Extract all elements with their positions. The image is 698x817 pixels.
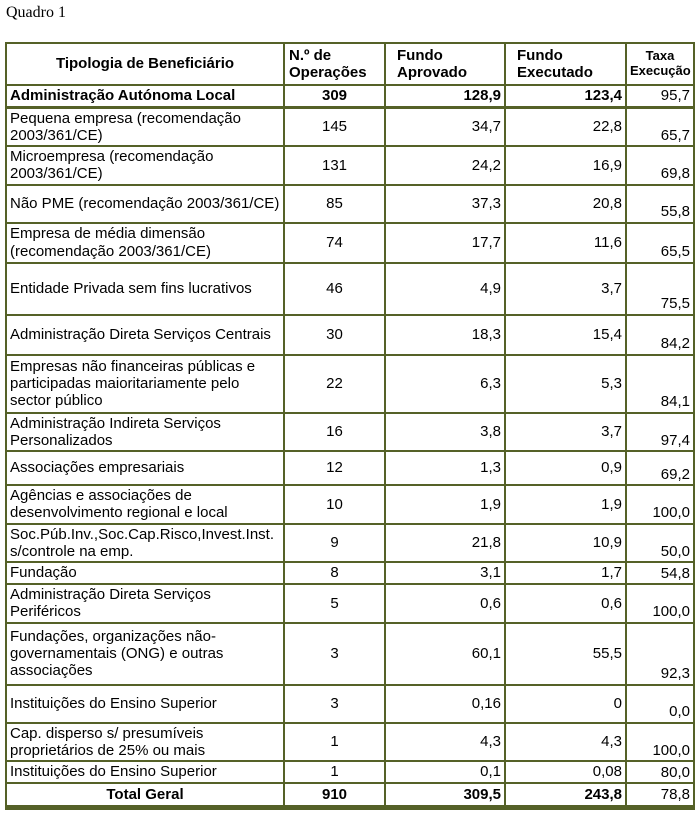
cell-taxa-execucao: 69,2 (626, 451, 694, 485)
cell-fundo-aprovado: 4,3 (385, 723, 505, 762)
total-fundo-executado: 243,8 (505, 783, 626, 807)
table-row (6, 413, 694, 452)
cell-fundo-aprovado: 0,1 (385, 761, 505, 783)
cell-fundo-aprovado: 21,8 (385, 524, 505, 563)
table-row (6, 355, 694, 413)
cell-fundo-aprovado: 3,1 (385, 562, 505, 584)
cell-operacoes: 8 (284, 562, 385, 584)
table-row (6, 223, 694, 263)
cell-taxa-execucao: 95,7 (626, 85, 694, 107)
cell-tipologia: Cap. disperso s/ presumíveis proprietários de 25% ou mais (6, 723, 284, 762)
cell-operacoes: 3 (284, 623, 385, 685)
cell-taxa-execucao: 97,4 (626, 413, 694, 452)
cell-fundo-aprovado: 37,3 (385, 185, 505, 223)
cell-fundo-aprovado: 18,3 (385, 315, 505, 355)
cell-fundo-executado: 0,08 (505, 761, 626, 783)
table-row (6, 584, 694, 623)
cell-operacoes: 1 (284, 723, 385, 762)
table-row (6, 263, 694, 315)
column-header-fundo-executado: Fundo Executado (505, 43, 626, 85)
cell-tipologia: Soc.Púb.Inv.,Soc.Cap.Risco,Invest.Inst.s/controle na emp. (6, 524, 284, 563)
cell-fundo-executado: 5,3 (505, 355, 626, 413)
cell-fundo-executado: 4,3 (505, 723, 626, 762)
table-row (6, 107, 694, 146)
total-label: Total Geral (6, 783, 284, 807)
table-row (6, 623, 694, 685)
cell-fundo-executado: 15,4 (505, 315, 626, 355)
cell-operacoes: 46 (284, 263, 385, 315)
cell-tipologia: Empresa de média dimensão (recomendação 2003/361/CE) (6, 223, 284, 263)
beneficiary-typology-table (5, 42, 695, 810)
total-row (6, 783, 694, 807)
cell-taxa-execucao: 0,0 (626, 685, 694, 723)
total-operacoes: 910 (284, 783, 385, 807)
cell-taxa-execucao: 75,5 (626, 263, 694, 315)
cell-operacoes: 131 (284, 146, 385, 185)
cell-operacoes: 9 (284, 524, 385, 563)
cell-tipologia: Entidade Privada sem fins lucrativos (6, 263, 284, 315)
cell-operacoes: 1 (284, 761, 385, 783)
cell-taxa-execucao: 92,3 (626, 623, 694, 685)
cell-fundo-executado: 0 (505, 685, 626, 723)
cell-fundo-executado: 1,9 (505, 485, 626, 524)
cell-fundo-aprovado: 24,2 (385, 146, 505, 185)
cell-fundo-executado: 55,5 (505, 623, 626, 685)
cell-taxa-execucao: 100,0 (626, 485, 694, 524)
cell-fundo-aprovado: 3,8 (385, 413, 505, 452)
table-row (6, 685, 694, 723)
cell-taxa-execucao: 100,0 (626, 723, 694, 762)
cell-taxa-execucao: 65,7 (626, 107, 694, 146)
cell-fundo-executado: 11,6 (505, 223, 626, 263)
cell-operacoes: 309 (284, 85, 385, 107)
column-header-operacoes: N.º de Operações (284, 43, 385, 85)
cell-tipologia: Administração Indireta Serviços Personalizados (6, 413, 284, 452)
table-row (6, 562, 694, 584)
cell-tipologia: Administração Direta Serviços Periféricos (6, 584, 284, 623)
cell-operacoes: 85 (284, 185, 385, 223)
cell-operacoes: 3 (284, 685, 385, 723)
column-header-tipologia: Tipologia de Beneficiário (6, 43, 284, 85)
table-row (6, 723, 694, 762)
cell-tipologia: Administração Direta Serviços Centrais (6, 315, 284, 355)
cell-taxa-execucao: 69,8 (626, 146, 694, 185)
cell-tipologia: Empresas não financeiras públicas e participadas maioritariamente pelo sector público (6, 355, 284, 413)
cell-taxa-execucao: 84,1 (626, 355, 694, 413)
cell-taxa-execucao: 50,0 (626, 524, 694, 563)
cell-fundo-executado: 20,8 (505, 185, 626, 223)
table-body (6, 85, 694, 783)
cell-taxa-execucao: 84,2 (626, 315, 694, 355)
cell-operacoes: 10 (284, 485, 385, 524)
cell-operacoes: 22 (284, 355, 385, 413)
cell-fundo-executado: 0,9 (505, 451, 626, 485)
cell-fundo-executado: 123,4 (505, 85, 626, 107)
table-row (6, 485, 694, 524)
cell-tipologia: Não PME (recomendação 2003/361/CE) (6, 185, 284, 223)
table-header (6, 43, 694, 85)
cell-taxa-execucao: 80,0 (626, 761, 694, 783)
cell-fundo-executado: 16,9 (505, 146, 626, 185)
cell-fundo-aprovado: 128,9 (385, 85, 505, 107)
cell-fundo-aprovado: 1,3 (385, 451, 505, 485)
cell-operacoes: 145 (284, 107, 385, 146)
cell-operacoes: 74 (284, 223, 385, 263)
cell-tipologia: Microempresa (recomendação 2003/361/CE) (6, 146, 284, 185)
cell-fundo-aprovado: 60,1 (385, 623, 505, 685)
cell-fundo-executado: 10,9 (505, 524, 626, 563)
cell-fundo-executado: 22,8 (505, 107, 626, 146)
cell-fundo-aprovado: 1,9 (385, 485, 505, 524)
total-taxa-execucao: 78,8 (626, 783, 694, 807)
cell-operacoes: 16 (284, 413, 385, 452)
table-row (6, 315, 694, 355)
cell-tipologia: Agências e associações de desenvolvimento regional e local (6, 485, 284, 524)
cell-fundo-aprovado: 4,9 (385, 263, 505, 315)
cell-taxa-execucao: 54,8 (626, 562, 694, 584)
cell-taxa-execucao: 55,8 (626, 185, 694, 223)
cell-operacoes: 12 (284, 451, 385, 485)
table-row (6, 146, 694, 185)
table-row (6, 185, 694, 223)
cell-operacoes: 5 (284, 584, 385, 623)
column-header-fundo-aprovado: Fundo Aprovado (385, 43, 505, 85)
cell-fundo-executado: 3,7 (505, 263, 626, 315)
cell-tipologia: Fundações, organizações não-governamentais (ONG) e outras associações (6, 623, 284, 685)
header-row (6, 43, 694, 85)
cell-tipologia: Fundação (6, 562, 284, 584)
cell-fundo-aprovado: 0,6 (385, 584, 505, 623)
cell-fundo-executado: 0,6 (505, 584, 626, 623)
table-row (6, 761, 694, 783)
cell-tipologia: Pequena empresa (recomendação 2003/361/CE) (6, 107, 284, 146)
table-footer (6, 783, 694, 807)
cell-tipologia: Instituições do Ensino Superior (6, 685, 284, 723)
cell-fundo-executado: 1,7 (505, 562, 626, 584)
cell-tipologia: Administração Autónoma Local (6, 85, 284, 107)
cell-tipologia: Instituições do Ensino Superior (6, 761, 284, 783)
table-row (6, 85, 694, 107)
cell-fundo-aprovado: 6,3 (385, 355, 505, 413)
cell-taxa-execucao: 100,0 (626, 584, 694, 623)
column-header-taxa-execucao: Taxa Execução (626, 43, 694, 85)
cell-fundo-executado: 3,7 (505, 413, 626, 452)
table-row (6, 451, 694, 485)
cell-fundo-aprovado: 34,7 (385, 107, 505, 146)
table-caption: Quadro 1 (6, 4, 66, 21)
cell-tipologia: Associações empresariais (6, 451, 284, 485)
cell-operacoes: 30 (284, 315, 385, 355)
cell-fundo-aprovado: 17,7 (385, 223, 505, 263)
cell-taxa-execucao: 65,5 (626, 223, 694, 263)
table-row (6, 524, 694, 563)
cell-fundo-aprovado: 0,16 (385, 685, 505, 723)
total-fundo-aprovado: 309,5 (385, 783, 505, 807)
